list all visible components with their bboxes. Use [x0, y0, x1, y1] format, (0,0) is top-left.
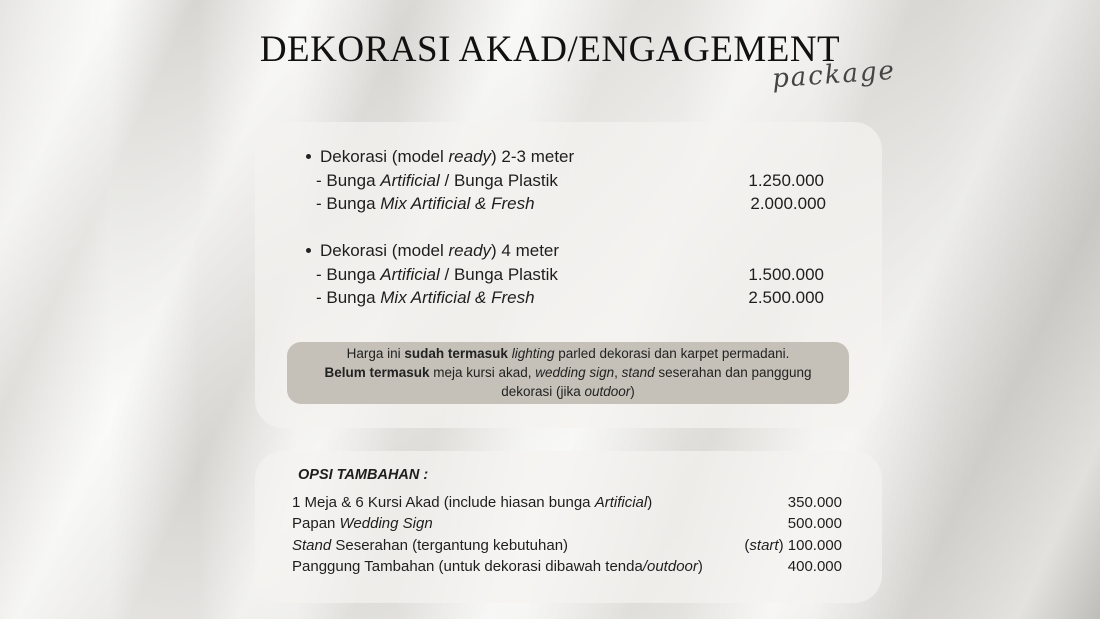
note-line: Harga ini sudah termasuk lighting parled dekorasi dan karpet permadani. — [346, 346, 790, 361]
option-price: (start) 100.000 — [744, 536, 842, 554]
package-item: - Bunga Artificial / Bunga Plastik 1.500.000 — [300, 263, 830, 287]
package-group-2-3m — [300, 145, 830, 216]
note-line: Belum termasuk meja kursi akad, wedding sign, stand seserahan dan panggung — [324, 365, 812, 380]
option-item: 1 Meja & 6 Kursi Akad (include hiasan bunga Artificial) 350.000 — [292, 492, 844, 513]
package-price: 2.500.000 — [748, 288, 824, 307]
package-price: 1.500.000 — [748, 264, 824, 284]
options-list — [292, 492, 844, 577]
package-item: - Bunga Mix Artificial & Fresh 2.500.000 — [300, 286, 830, 310]
option-price: 400.000 — [787, 557, 842, 575]
option-price: 350.000 — [787, 494, 842, 511]
package-heading: Dekorasi (model ready) 2-3 meter — [300, 145, 830, 169]
note-line: dekorasi (jika outdoor) — [501, 384, 635, 399]
package-price: 2.000.000 — [750, 194, 826, 213]
page-title: DEKORASI AKAD/ENGAGEMENT — [259, 29, 841, 70]
option-item: Stand Seserahan (tergantung kebutuhan) (start) 100.000 — [292, 535, 844, 556]
package-heading: Dekorasi (model ready) 4 meter — [300, 239, 830, 263]
package-item: - Bunga Artificial / Bunga Plastik 1.250.000 — [300, 169, 830, 193]
options-heading: OPSI TAMBAHAN : — [298, 467, 429, 483]
package-item: - Bunga Mix Artificial & Fresh 2.000.000 — [300, 192, 830, 216]
option-item: Papan Wedding Sign 500.000 — [292, 513, 844, 534]
package-price: 1.250.000 — [748, 170, 824, 190]
option-price: 500.000 — [787, 515, 842, 533]
page-subtitle: package — [771, 55, 897, 95]
package-group-4m — [300, 239, 830, 310]
option-item: Panggung Tambahan (untuk dekorasi dibawah tenda/outdoor) 400.000 — [292, 556, 844, 577]
price-note — [287, 342, 849, 404]
